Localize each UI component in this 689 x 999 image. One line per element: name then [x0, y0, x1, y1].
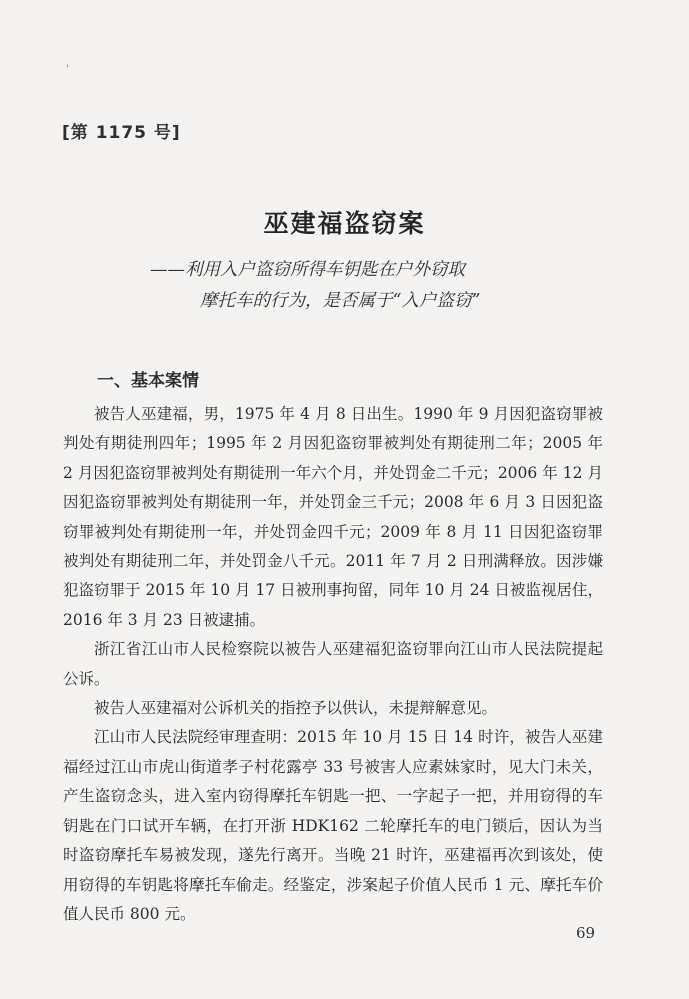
section-heading: 一、基本案情: [97, 371, 199, 391]
subtitle-line-1: ——利用入户盗窃所得车钥匙在户外窃取: [150, 260, 465, 280]
case-body: [63, 400, 603, 929]
case-title: 巫建福盗窃案: [263, 209, 426, 238]
page-number: 69: [576, 924, 596, 942]
paragraph-defendant-record: 被告人巫建福，男，1975 年 4 月 8 日出生。1990 年 9 月因犯盗窃罪被判处有期徒刑四年；1995 年 2 月因犯盗窃罪被判处有期徒刑二年；2005 年 2 月因犯盗窃罪被判处有期徒刑一年六个月，并处罚金二千元；2006 年 12 月因犯盗窃罪被判处有期徒刑一年，并处罚金三千元；2008 年 6 月 3 日因犯盗窃罪被判处有期徒刑一年，并处罚金四千元；2009 年 8 月 11 日因犯盗窃罪被判处有期徒刑二年，并处罚金八千元。2011 年 7 月 2 日刑满释放。因涉嫌犯盗窃罪于 2015 年 10 月 17 日被刑事拘留，同年 10 月 24 日被监视居住，2016 年 3 月 23 日被逮捕。: [63, 405, 603, 629]
case-subtitle: [150, 255, 570, 317]
subtitle-line-2: 摩托车的行为，是否属于“入户盗窃”: [200, 291, 481, 311]
paragraph-court-findings: 江山市人民法院经审理查明：2015 年 10 月 15 日 14 时许，被告人巫建福经过江山市虎山街道孝子村花露亭 33 号被害人应素妹家时，见大门未关，产生盗窃念头，进入室内窃得摩托车钥匙一把、一字起子一把，并用窃得的车钥匙在门口试开车辆，在打开浙 HDK162 二轮摩托车的电门锁后，因认为当时盗窃摩托车易被发现，遂先行离开。当晚 21 时许，巫建福再次到该处，使用窃得的车钥匙将摩托车偷走。经鉴定，涉案起子价值人民币 1 元、摩托车价值人民币 800 元。: [63, 728, 603, 923]
margin-mark: ': [66, 64, 69, 75]
paragraph-prosecution: 浙江省江山市人民检察院以被告人巫建福犯盗窃罪向江山市人民法院提起公诉。: [63, 640, 603, 688]
case-number: [第 1175 号]: [62, 123, 181, 143]
paragraph-defendant-plea: 被告人巫建福对公诉机关的指控予以供认，未提辩解意见。: [94, 699, 498, 718]
